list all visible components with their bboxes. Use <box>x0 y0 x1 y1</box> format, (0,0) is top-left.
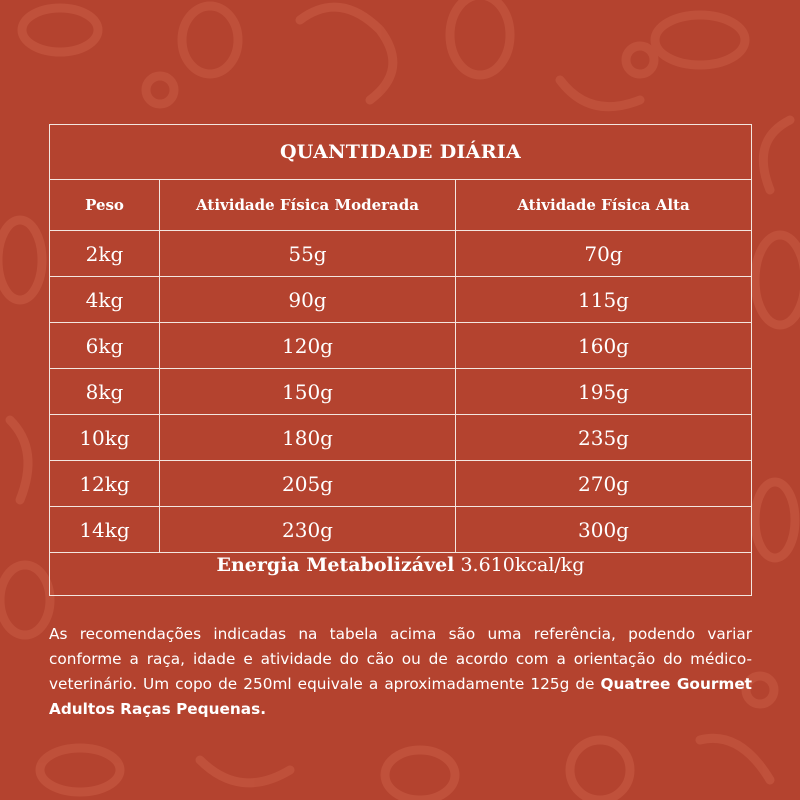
high-cell: 270g <box>578 471 629 496</box>
weight-cell: 8kg <box>50 369 160 414</box>
weight-cell: 12kg <box>50 461 160 506</box>
weight-cell: 14kg <box>50 507 160 552</box>
moderate-cell: 55g <box>160 231 456 276</box>
weight-cell: 2kg <box>50 231 160 276</box>
table-title-row <box>50 125 751 180</box>
moderate-cell: 230g <box>160 507 456 552</box>
header-weight: Peso <box>50 180 160 230</box>
moderate-cell: 180g <box>160 415 456 460</box>
high-cell: 195g <box>578 379 629 404</box>
high-cell: 160g <box>578 333 629 358</box>
moderate-cell: 120g <box>160 323 456 368</box>
table-row <box>50 231 751 277</box>
weight-cell: 6kg <box>50 323 160 368</box>
note-text: As recomendações indicadas na tabela acima são uma referência, podendo variar conforme a raça, idade e atividade do cão ou de acordo com a orientação do médico-veterinário. Um copo de 250ml equivale a aproximadamente 125g de <box>49 625 752 693</box>
table-footer-row <box>50 535 751 595</box>
table-row <box>50 369 751 415</box>
high-cell: 235g <box>578 425 629 450</box>
table-row <box>50 323 751 369</box>
weight-cell: 4kg <box>50 277 160 322</box>
feeding-note <box>49 622 752 722</box>
feeding-table <box>49 124 752 596</box>
moderate-cell: 90g <box>160 277 456 322</box>
table-row <box>50 277 751 323</box>
table-header-row <box>50 180 751 231</box>
energy-value: 3.610kcal/kg <box>460 554 585 576</box>
header-moderate-activity: Atividade Física Moderada <box>160 180 456 230</box>
energy-label: Energia Metabolizável <box>216 554 455 576</box>
header-high-activity: Atividade Física Alta <box>517 196 690 214</box>
high-cell: 115g <box>578 287 629 312</box>
product-name: Quatree Gourmet Adultos Raças Pequenas. <box>49 675 752 718</box>
table-row <box>50 415 751 461</box>
moderate-cell: 150g <box>160 369 456 414</box>
energy-info <box>217 554 585 576</box>
table-title: QUANTIDADE DIÁRIA <box>279 141 522 163</box>
high-cell: 300g <box>578 517 629 542</box>
weight-cell: 10kg <box>50 415 160 460</box>
table-row <box>50 461 751 507</box>
high-cell: 70g <box>584 241 623 266</box>
moderate-cell: 205g <box>160 461 456 506</box>
